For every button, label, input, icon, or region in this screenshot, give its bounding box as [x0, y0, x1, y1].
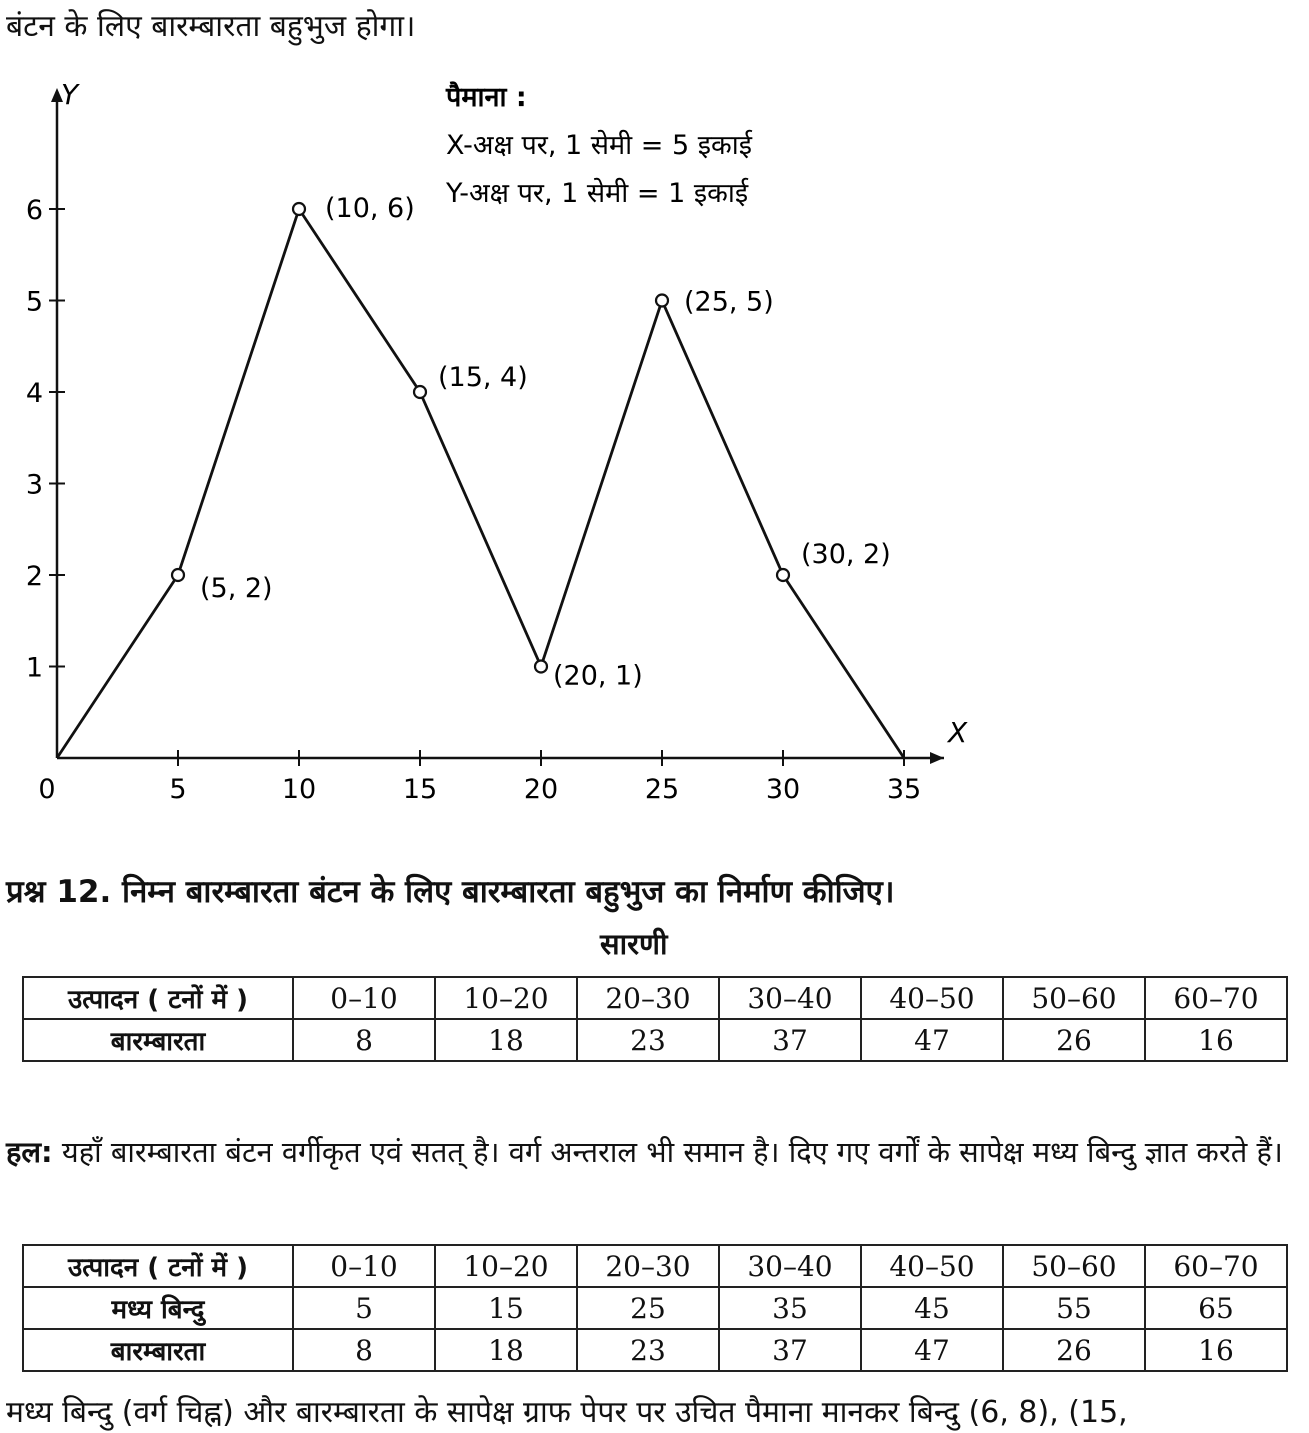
table-cell-midpoint: 15: [435, 1287, 577, 1329]
table-cell-frequency: 37: [719, 1019, 861, 1061]
x-axis-label: X: [948, 716, 968, 749]
data-label: (20, 1): [553, 660, 643, 692]
table-cell-class: 60–70: [1145, 1245, 1287, 1287]
frequency-polygon-chart: [0, 70, 980, 810]
table-cell-midpoint: 5: [293, 1287, 435, 1329]
table-cell-class: 10–20: [435, 977, 577, 1019]
question-12: प्रश्न 12. निम्न बारम्बारता बंटन के लिए बारम्बारता बहुभुज का निर्माण कीजिए।: [6, 874, 895, 910]
data-label: (25, 5): [684, 286, 774, 318]
x-tick-label: 15: [402, 774, 438, 805]
table-row: [23, 977, 1287, 1019]
x-tick-label: 20: [523, 774, 559, 805]
scale-note-y: Y-अक्ष पर, 1 सेमी = 1 इकाई: [446, 178, 749, 209]
table-cell-class: 50–60: [1003, 1245, 1145, 1287]
y-tick-label: 3: [25, 469, 43, 501]
data-label: (5, 2): [200, 573, 273, 604]
data-point: [656, 295, 668, 307]
solution-text: यहाँ बारम्बारता बंटन वर्गीकृत एवं सतत् है। वर्ग अन्तराल भी समान है। दिए गए वर्गों के सापेक्ष मध्य बिन्दु ज्ञात करते हैं।: [52, 1135, 1283, 1169]
x-axis-arrow: [930, 752, 944, 764]
frequency-table: [22, 976, 1288, 1062]
table-header-frequency: बारम्बारता: [23, 1329, 293, 1371]
data-label: (30, 2): [801, 539, 891, 570]
x-tick-label: 5: [169, 774, 187, 805]
table-row: [23, 1329, 1287, 1371]
table-header-production: उत्पादन ( टनों में ): [23, 1245, 293, 1287]
table-cell-class: 20–30: [577, 977, 719, 1019]
x-tick-label: 0: [38, 774, 56, 805]
table-cell-frequency: 8: [293, 1329, 435, 1371]
data-point: [293, 203, 305, 215]
table-cell-midpoint: 55: [1003, 1287, 1145, 1329]
table-cell-frequency: 16: [1145, 1019, 1287, 1061]
solution-paragraph: [6, 1130, 1301, 1174]
table-cell-frequency: 23: [577, 1019, 719, 1061]
table-cell-class: 40–50: [861, 977, 1003, 1019]
chart-series: [57, 193, 904, 758]
table-cell-frequency: 47: [861, 1329, 1003, 1371]
data-point: [414, 386, 426, 398]
table-cell-class: 40–50: [861, 1245, 1003, 1287]
table-row: [23, 1245, 1287, 1287]
x-tick-label: 30: [765, 774, 801, 805]
table-header-production: उत्पादन ( टनों में ): [23, 977, 293, 1019]
data-label: (10, 6): [325, 193, 415, 224]
table-cell-midpoint: 65: [1145, 1287, 1287, 1329]
scale-note: [445, 81, 753, 209]
table-cell-class: 0–10: [293, 977, 435, 1019]
table-cell-frequency: 26: [1003, 1019, 1145, 1061]
table-cell-frequency: 18: [435, 1329, 577, 1371]
data-point: [535, 661, 547, 673]
table-cell-class: 20–30: [577, 1245, 719, 1287]
table-cell-class: 30–40: [719, 1245, 861, 1287]
midpoint-table: [22, 1244, 1288, 1372]
table-row: [23, 1287, 1287, 1329]
scale-note-title: पैमाना :: [446, 82, 527, 113]
data-label: (15, 4): [438, 362, 528, 393]
table-title: सारणी: [600, 927, 668, 961]
data-point: [172, 569, 184, 581]
table-cell-frequency: 37: [719, 1329, 861, 1371]
scale-note-x: X-अक्ष पर, 1 सेमी = 5 इकाई: [446, 130, 752, 161]
y-axis-label: Y: [61, 78, 79, 111]
table-cell-midpoint: 25: [577, 1287, 719, 1329]
x-tick-label: 10: [281, 774, 317, 805]
series-line: [57, 209, 904, 758]
table-cell-class: 60–70: [1145, 977, 1287, 1019]
table-cell-class: 30–40: [719, 977, 861, 1019]
table-cell-class: 50–60: [1003, 977, 1145, 1019]
table-header-midpoint: मध्य बिन्दु: [23, 1287, 293, 1329]
table-cell-frequency: 16: [1145, 1329, 1287, 1371]
bottom-text: मध्य बिन्दु (वर्ग चिह्न) और बारम्बारता के सापेक्ष ग्राफ पेपर पर उचित पैमाना मानकर बिन्दु (6, 8), (15,: [6, 1395, 1128, 1430]
table-cell-frequency: 47: [861, 1019, 1003, 1061]
table-header-frequency: बारम्बारता: [23, 1019, 293, 1061]
table-cell-midpoint: 35: [719, 1287, 861, 1329]
x-tick-label: 25: [644, 774, 680, 805]
table-cell-frequency: 8: [293, 1019, 435, 1061]
y-tick-label: 4: [25, 378, 43, 409]
y-tick-label: 1: [25, 652, 43, 684]
y-tick-label: 5: [25, 286, 43, 318]
chart-ticks: [26, 195, 921, 805]
y-tick-label: 2: [25, 561, 43, 592]
x-tick-label: 35: [886, 774, 922, 805]
table-cell-midpoint: 45: [861, 1287, 1003, 1329]
y-tick-label: 6: [25, 195, 43, 226]
solution-label: हल:: [6, 1135, 53, 1169]
table-row: [23, 1019, 1287, 1061]
table-cell-frequency: 23: [577, 1329, 719, 1371]
table-cell-frequency: 18: [435, 1019, 577, 1061]
intro-text: बंटन के लिए बारम्बारता बहुभुज होगा।: [6, 9, 416, 44]
table-cell-class: 0–10: [293, 1245, 435, 1287]
data-point: [777, 569, 789, 581]
table-cell-frequency: 26: [1003, 1329, 1145, 1371]
table-cell-class: 10–20: [435, 1245, 577, 1287]
